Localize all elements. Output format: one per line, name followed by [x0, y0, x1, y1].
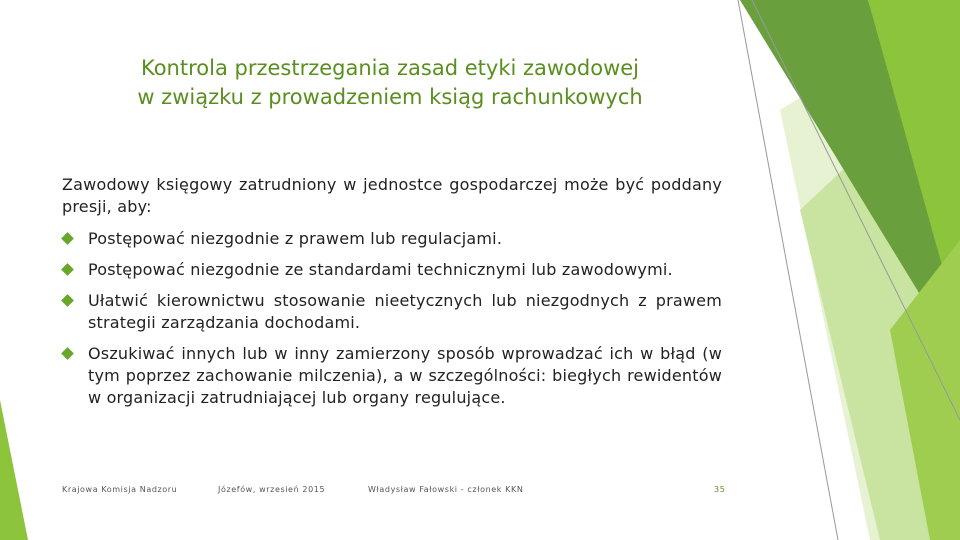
- footer-place-date: Józefów, wrzesień 2015: [218, 485, 326, 494]
- footer-organization: Krajowa Komisja Nadzoru: [62, 485, 178, 494]
- title-line-2: w związku z prowadzeniem ksiąg rachunkowych: [137, 85, 643, 109]
- bullet-text: Postępować niezgodnie z prawem lub regulacjami.: [88, 229, 503, 248]
- bullet-item: [62, 290, 722, 334]
- bullet-text: Ułatwić kierownictwu stosowanie nieetycznych lub niezgodnych z prawem strategii zarządzania dochodami.: [88, 291, 722, 332]
- intro-paragraph: Zawodowy księgowy zatrudniony w jednostce gospodarczej może być poddany presji, aby:: [62, 175, 722, 216]
- footer-author: Władysław Fałowski - członek KKN: [368, 485, 524, 494]
- bullet-item: [62, 343, 722, 409]
- page-number: 35: [714, 485, 726, 494]
- diamond-bullet-icon: [61, 232, 74, 245]
- title-line-1: Kontrola przestrzegania zasad etyki zawodowej: [140, 56, 640, 80]
- bullet-text: Oszukiwać innych lub w inny zamierzony sposób wprowadzać ich w błąd (w tym poprzez zachowanie milczenia), a w szczególności: biegłych rewidentów w organizacji zatrudniającej lub organy regulujące.: [88, 344, 722, 407]
- bullet-list: [62, 228, 722, 418]
- diamond-bullet-icon: [61, 294, 74, 307]
- left-corner-triangle: [0, 400, 28, 540]
- bullet-item: [62, 228, 722, 250]
- bullet-item: [62, 259, 722, 281]
- diamond-bullet-icon: [61, 347, 74, 360]
- slide-title: [100, 54, 680, 112]
- bullet-text: Postępować niezgodnie ze standardami technicznymi lub zawodowymi.: [88, 260, 673, 279]
- diamond-bullet-icon: [61, 263, 74, 276]
